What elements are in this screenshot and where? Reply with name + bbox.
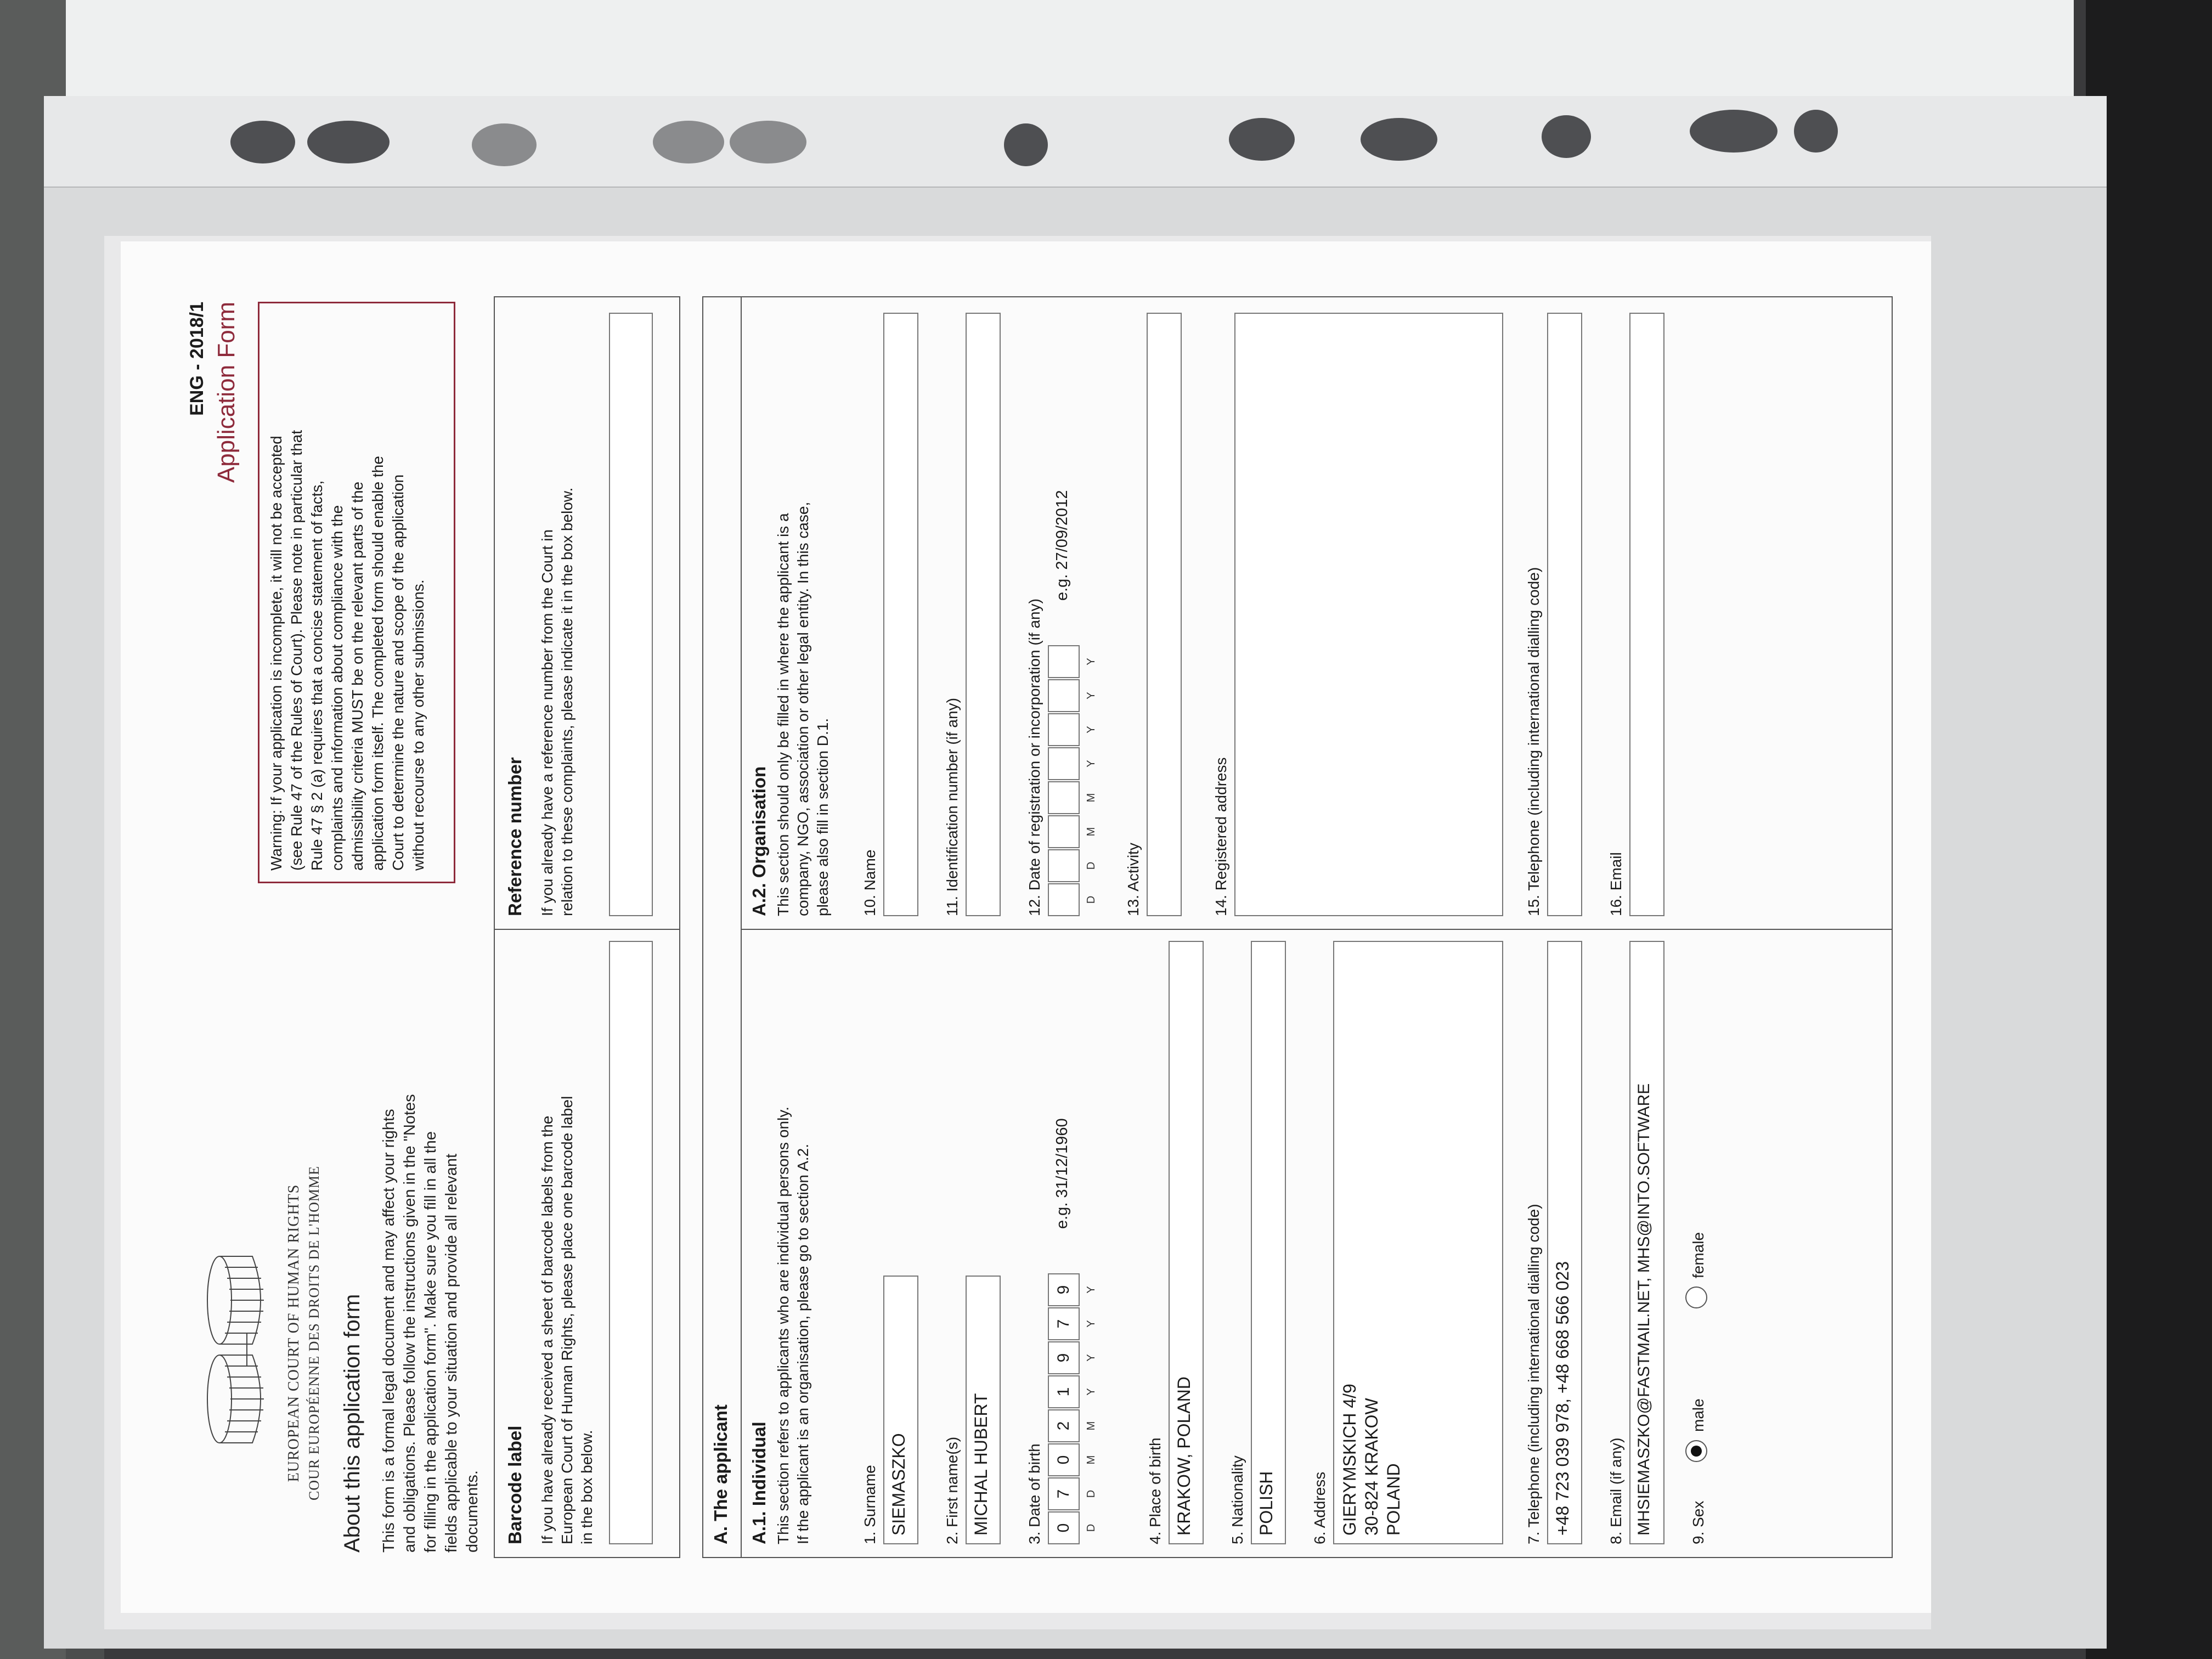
court-name-english: EUROPEAN COURT OF HUMAN RIGHTS xyxy=(285,1184,302,1482)
barcode-title: Barcode label xyxy=(505,1425,525,1544)
org-reg-date-format-letter: M xyxy=(1085,827,1097,837)
about-line: fields applicable to your situation and provide all relevant xyxy=(443,1153,460,1553)
org-name-field[interactable] xyxy=(883,313,918,916)
reference-line: relation to these complaints, please indicate it in the box below. xyxy=(558,487,575,916)
individual-text xyxy=(774,935,813,1544)
org-reg-date-label: 12. Date of registration or incorporation (if any) xyxy=(1026,599,1043,916)
nationality-field[interactable]: POLISH xyxy=(1251,941,1286,1544)
warning-line: Rule 47 § 2 (a) requires that a concise statement of facts, xyxy=(308,480,325,871)
org-name-label: 10. Name xyxy=(861,849,878,916)
individual-line: If the applicant is an organisation, please go to section A.2. xyxy=(794,1143,811,1544)
warning-line: application form itself. The completed form should enable the xyxy=(369,456,386,871)
warning-line: complaints and information about compliance with the xyxy=(329,505,346,871)
plastic-cover xyxy=(66,0,2074,96)
punch-hole xyxy=(472,123,537,166)
org-reg-date-format-letter: Y xyxy=(1085,658,1097,665)
pob-field[interactable]: KRAKOW, POLAND xyxy=(1169,941,1204,1544)
punch-hole xyxy=(1004,123,1048,166)
application-form-page xyxy=(121,241,1931,1613)
dob-digit-box[interactable]: 9 xyxy=(1048,1273,1080,1306)
org-telephone-label: 15. Telephone (including international dialling code) xyxy=(1525,567,1542,916)
org-reg-date-digit-box[interactable] xyxy=(1048,781,1080,814)
reference-box[interactable] xyxy=(609,313,653,916)
punch-hole xyxy=(1794,110,1838,153)
sex-female-label: female xyxy=(1690,1232,1707,1278)
org-reg-date-digit-box[interactable] xyxy=(1048,679,1080,712)
sex-female-radio[interactable] xyxy=(1685,1286,1707,1308)
dob-format-letter: Y xyxy=(1085,1286,1097,1294)
email-label: 8. Email (if any) xyxy=(1607,1437,1624,1544)
barcode-text xyxy=(538,941,597,1544)
reference-title: Reference number xyxy=(505,757,525,916)
section-divider xyxy=(741,929,1893,930)
dob-format-letter: M xyxy=(1085,1421,1097,1431)
org-telephone-field[interactable] xyxy=(1547,313,1582,916)
telephone-field[interactable]: +48 723 039 978, +48 668 566 023 xyxy=(1547,941,1582,1544)
section-divider xyxy=(494,929,680,930)
surname-label: 1. Surname xyxy=(861,1465,878,1544)
org-reg-date-format-letter: Y xyxy=(1085,760,1097,768)
org-reg-date-digit-box[interactable] xyxy=(1048,747,1080,780)
org-email-field[interactable] xyxy=(1629,313,1664,916)
warning-line: Court to determine the nature and scope of the application xyxy=(390,474,407,871)
punch-hole xyxy=(230,121,295,163)
punch-hole xyxy=(653,121,724,163)
court-name-french: COUR EUROPÉENNE DES DROITS DE L'HOMME xyxy=(306,1165,322,1501)
dob-label: 3. Date of birth xyxy=(1026,1443,1043,1544)
individual-title: A.1. Individual xyxy=(749,1421,769,1544)
warning-line: Warning: If your application is incomplete, it will not be accepted xyxy=(268,436,285,871)
email-field[interactable]: MHSIEMASZKO@FASTMAIL.NET, MHS@INTO.SOFTWARE xyxy=(1629,941,1664,1544)
barcode-box[interactable] xyxy=(609,941,653,1544)
dob-format-letter: M xyxy=(1085,1455,1097,1465)
barcode-line: If you have already received a sheet of barcode labels from the xyxy=(539,1115,556,1544)
dob-digit-box[interactable]: 0 xyxy=(1048,1443,1080,1476)
first-names-field[interactable]: MICHAL HUBERT xyxy=(966,1276,1001,1544)
dob-example: e.g. 31/12/1960 xyxy=(1053,1118,1071,1229)
sex-male-radio[interactable] xyxy=(1685,1440,1707,1462)
barcode-line: European Court of Human Rights, please place one barcode label xyxy=(558,1096,575,1544)
about-line: for filling in the application form". Make sure you fill in all the xyxy=(422,1131,439,1553)
org-reg-date-digit-box[interactable] xyxy=(1048,815,1080,848)
about-line: and obligations. Please follow the instructions given in the "Notes xyxy=(401,1094,419,1553)
org-id-label: 11. Identification number (if any) xyxy=(944,698,961,916)
warning-line: without recourse to any other submissions. xyxy=(410,579,427,871)
org-reg-date-digit-box[interactable] xyxy=(1048,883,1080,916)
organisation-title: A.2. Organisation xyxy=(749,766,769,916)
address-line: GIERYMSKICH 4/9 xyxy=(1340,1384,1359,1536)
organisation-line: company, NGO, association or other legal entity. In this case, xyxy=(794,501,811,916)
dob-format-letter: D xyxy=(1085,1523,1097,1532)
org-reg-date-digit-box[interactable] xyxy=(1048,645,1080,678)
punch-hole xyxy=(1542,115,1591,158)
address-field[interactable] xyxy=(1333,941,1503,1544)
dob-format-letter: Y xyxy=(1085,1354,1097,1362)
org-reg-date-digit-box[interactable] xyxy=(1048,713,1080,746)
reference-line: If you already have a reference number from the Court in xyxy=(539,529,556,916)
org-address-label: 14. Registered address xyxy=(1212,757,1229,916)
individual-line: This section refers to applicants who are individual persons only. xyxy=(775,1107,792,1544)
sex-label: 9. Sex xyxy=(1690,1500,1707,1544)
court-building-logo xyxy=(187,1251,274,1448)
dob-digit-box[interactable]: 7 xyxy=(1048,1307,1080,1340)
reference-text xyxy=(538,307,577,916)
about-text xyxy=(379,922,483,1553)
warning-line: (see Rule 47 of the Rules of Court). Please note in particular that xyxy=(288,430,305,871)
punch-hole xyxy=(307,121,390,163)
org-email-label: 16. Email xyxy=(1607,852,1624,916)
dob-format-letter: Y xyxy=(1085,1320,1097,1328)
org-activity-label: 13. Activity xyxy=(1125,843,1142,916)
dob-digit-box[interactable]: 7 xyxy=(1048,1477,1080,1510)
dob-digit-box[interactable]: 1 xyxy=(1048,1375,1080,1408)
barcode-line: in the box below. xyxy=(578,1430,595,1544)
first-names-label: 2. First name(s) xyxy=(944,1436,961,1544)
org-reg-date-format-letter: D xyxy=(1085,861,1097,870)
dob-format-letter: Y xyxy=(1085,1388,1097,1396)
warning-line: admissibility criteria MUST be on the relevant parts of the xyxy=(349,481,366,871)
org-address-field[interactable] xyxy=(1234,313,1503,916)
surname-field[interactable]: SIEMASZKO xyxy=(883,1276,918,1544)
dob-format-letter: D xyxy=(1085,1489,1097,1498)
org-reg-date-format-letter: Y xyxy=(1085,726,1097,733)
org-reg-date-format-letter: M xyxy=(1085,793,1097,803)
org-activity-field[interactable] xyxy=(1147,313,1182,916)
address-line: 30-824 KRAKOW xyxy=(1362,1398,1381,1536)
about-title: About this application form xyxy=(340,1294,364,1553)
org-reg-date-example: e.g. 27/09/2012 xyxy=(1053,490,1071,601)
sex-male-label: male xyxy=(1690,1398,1707,1432)
applicant-title: A. The applicant xyxy=(710,1404,731,1544)
warning-box xyxy=(258,302,455,883)
org-reg-date-digit-box[interactable] xyxy=(1048,849,1080,882)
punch-hole xyxy=(1229,118,1295,161)
section-divider xyxy=(741,296,742,1558)
dob-digit-box[interactable]: 0 xyxy=(1048,1511,1080,1544)
form-title: Application Form xyxy=(213,302,240,483)
pob-label: 4. Place of birth xyxy=(1147,1437,1164,1544)
form-code: ENG - 2018/1 xyxy=(187,302,207,416)
about-line: documents. xyxy=(464,1470,481,1553)
org-reg-date-format-letter: Y xyxy=(1085,692,1097,699)
organisation-text xyxy=(774,307,833,916)
punch-hole xyxy=(1361,118,1437,161)
org-id-field[interactable] xyxy=(966,313,1001,916)
punch-hole xyxy=(730,121,806,163)
punch-hole xyxy=(1690,110,1778,153)
address-line: POLAND xyxy=(1384,1463,1403,1536)
dob-digit-box[interactable]: 9 xyxy=(1048,1341,1080,1374)
org-reg-date-format-letter: D xyxy=(1085,895,1097,904)
nationality-label: 5. Nationality xyxy=(1229,1455,1246,1544)
organisation-line: This section should only be filled in where the applicant is a xyxy=(775,513,792,916)
address-label: 6. Address xyxy=(1311,1471,1328,1544)
about-line: This form is a formal legal document and may affect your rights xyxy=(380,1109,398,1553)
telephone-label: 7. Telephone (including international dialling code) xyxy=(1525,1204,1542,1544)
organisation-line: please also fill in section D.1. xyxy=(814,718,831,916)
dob-digit-box[interactable]: 2 xyxy=(1048,1409,1080,1442)
